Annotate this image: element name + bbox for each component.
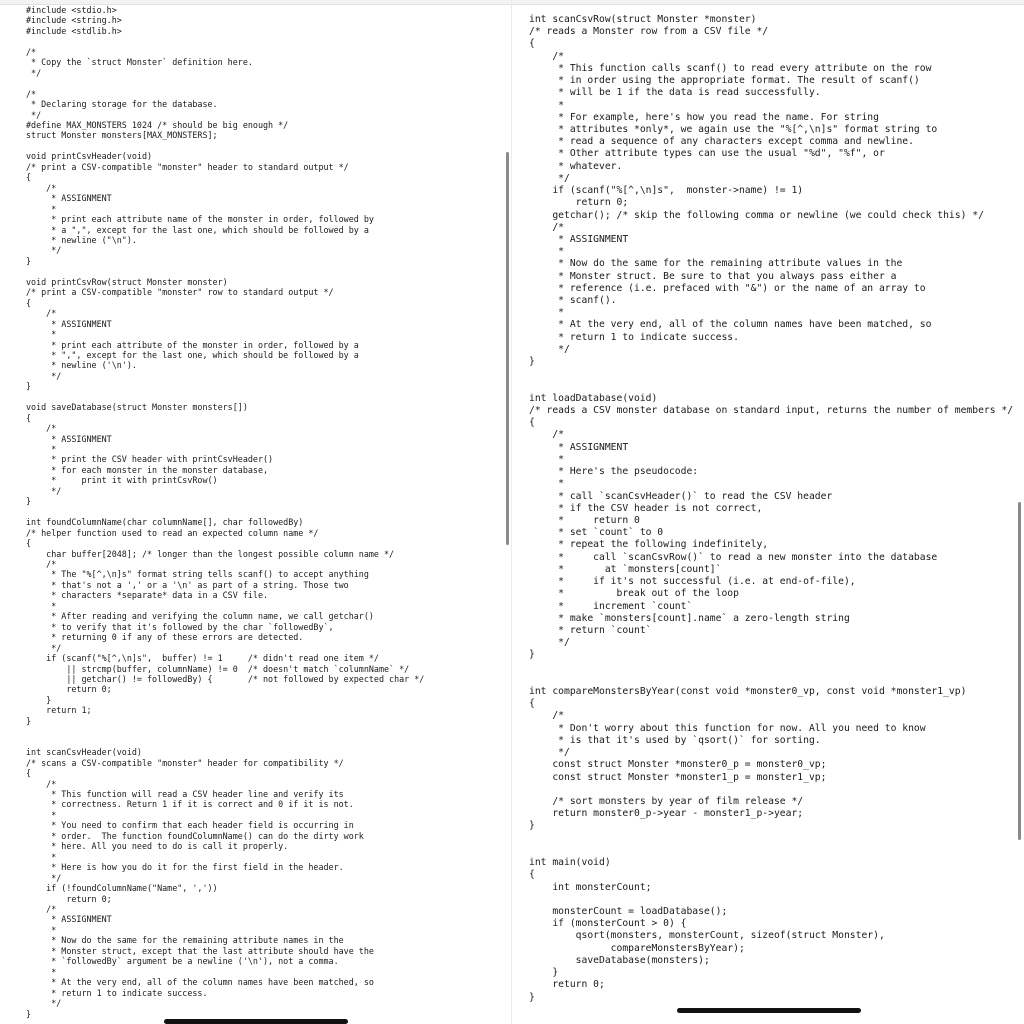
right-scrollbar[interactable] [1018, 502, 1021, 840]
right-home-indicator[interactable] [677, 1008, 861, 1013]
left-scrollbar[interactable] [506, 152, 509, 545]
right-code-text: int scanCsvRow(struct Monster *monster) /* reads a Monster row from a CSV file */ { /* * This function calls scanf() to read every attribute on the row * in order using the appropriate format. The result of scanf() * will be 1 if the data is read successfully. * * For example, here's how you read the name. For string * attributes *only*, we again use the "%[^,\n]s" format string to * read a sequence of any characters except comma and newline. * Other attribute types can use the usual "%d", "%f", or * whatever. */ if (scanf("%[^,\n]s", monster->name) != 1) return 0; getchar(); /* skip the following comma or newline (we could check this) */ /* * ASSIGNMENT * * Now do the same for the remaining attribute values in the * Monster struct. Be sure to that you always pass either a * reference (i.e. prefaced with "&") or the name of an array to * scanf(). * * At the very end, all of the column names have been matched, so * return 1 to indicate success. */ } int loadDatabase(void) /* reads a CSV monster database on standard input, returns the number of members */ { /* * ASSIGNMENT * * Here's the pseudocode: * * call `scanCsvHeader()` to read the CSV header * if the CSV header is not correct, * return 0 * set `count` to 0 * repeat the following indefinitely, * call `scanCsvRow()` to read a new monster into the database * at `monsters[count]` * if it's not successful (i.e. at end-of-file), * break out of the loop * increment `count` * make `monsters[count].name` a zero-length string * return `count` */ } int compareMonstersByYear(const void *monster0_vp, const void *monster1_vp) { /* * Don't worry about this function for now. All you need to know * is that it's used by `qsort()` for sorting. */ const struct Monster *monster0_p = monster0_vp; const struct Monster *monster1_p = monster1_vp; /* sort monsters by year of film release */ return monster0_p->year - monster1_p->year; } int main(void) { int monsterCount; monsterCount = loadDatabase(); if (monsterCount > 0) { qsort(monsters, monsterCount, sizeof(struct Monster), compareMonstersByYear); saveDatabase(monsters); } return 0; } [529, 14, 1014, 1003]
left-home-indicator[interactable] [164, 1019, 348, 1024]
left-code-text: #include <stdio.h> #include <string.h> #include <stdlib.h> /* * Copy the `struct Monster` definition here. */ /* * Declaring storage for the database. */ #define MAX_MONSTERS 1024 /* should be big enough */ struct Monster monsters[MAX_MONSTERS]; void printCsvHeader(void) /* print a CSV-compatible "monster" header to standard output */ { /* * ASSIGNMENT * * print each attribute name of the monster in order, followed by * a ",", except for the last one, which should be followed by a * newline ("\n"). */ } void printCsvRow(struct Monster monster) /* print a CSV-compatible "monster" row to standard output */ { /* * ASSIGNMENT * * print each attribute of the monster in order, followed by a * ",", except for the last one, which should be followed by a * newline ('\n'). */ } void saveDatabase(struct Monster monsters[]) { /* * ASSIGNMENT * * print the CSV header with printCsvHeader() * for each monster in the monster database, * print it with printCsvRow() */ } int foundColumnName(char columnName[], char followedBy) /* helper function used to read an expected column name */ { char buffer[2048]; /* longer than the longest possible column name */ /* * The "%[^,\n]s" format string tells scanf() to accept anything * that's not a ',' or a '\n' as part of a string. Those two * characters *separate* data in a CSV file. * * After reading and verifying the column name, we call getchar() * to verify that it's followed by the char `followedBy`, * returning 0 if any of these errors are detected. */ if (scanf("%[^,\n]s", buffer) != 1 /* didn't read one item */ || strcmp(buffer, columnName) != 0 /* doesn't match `columnName` */ || getchar() != followedBy) { /* not followed by expected char */ return 0; } return 1; } int scanCsvHeader(void) /* scans a CSV-compatible "monster" header for compatibility */ { /* * This function will read a CSV header line and verify its * correctness. Return 1 if it is correct and 0 if it is not. * * You need to confirm that each header field is occurring in * order. The function foundColumnName() can do the dirty work * here. All you need to do is call it properly. * * Here is how you do it for the first field in the header. */ if (!foundColumnName("Name", ',')) return 0; /* * ASSIGNMENT * * Now do the same for the remaining attribute names in the * Monster struct, except that the last attribute should have the * `followedBy` argument be a newline ('\n'), not a comma. * * At the very end, all of the column names have been matched, so * return 1 to indicate success. */ } [26, 5, 425, 1019]
